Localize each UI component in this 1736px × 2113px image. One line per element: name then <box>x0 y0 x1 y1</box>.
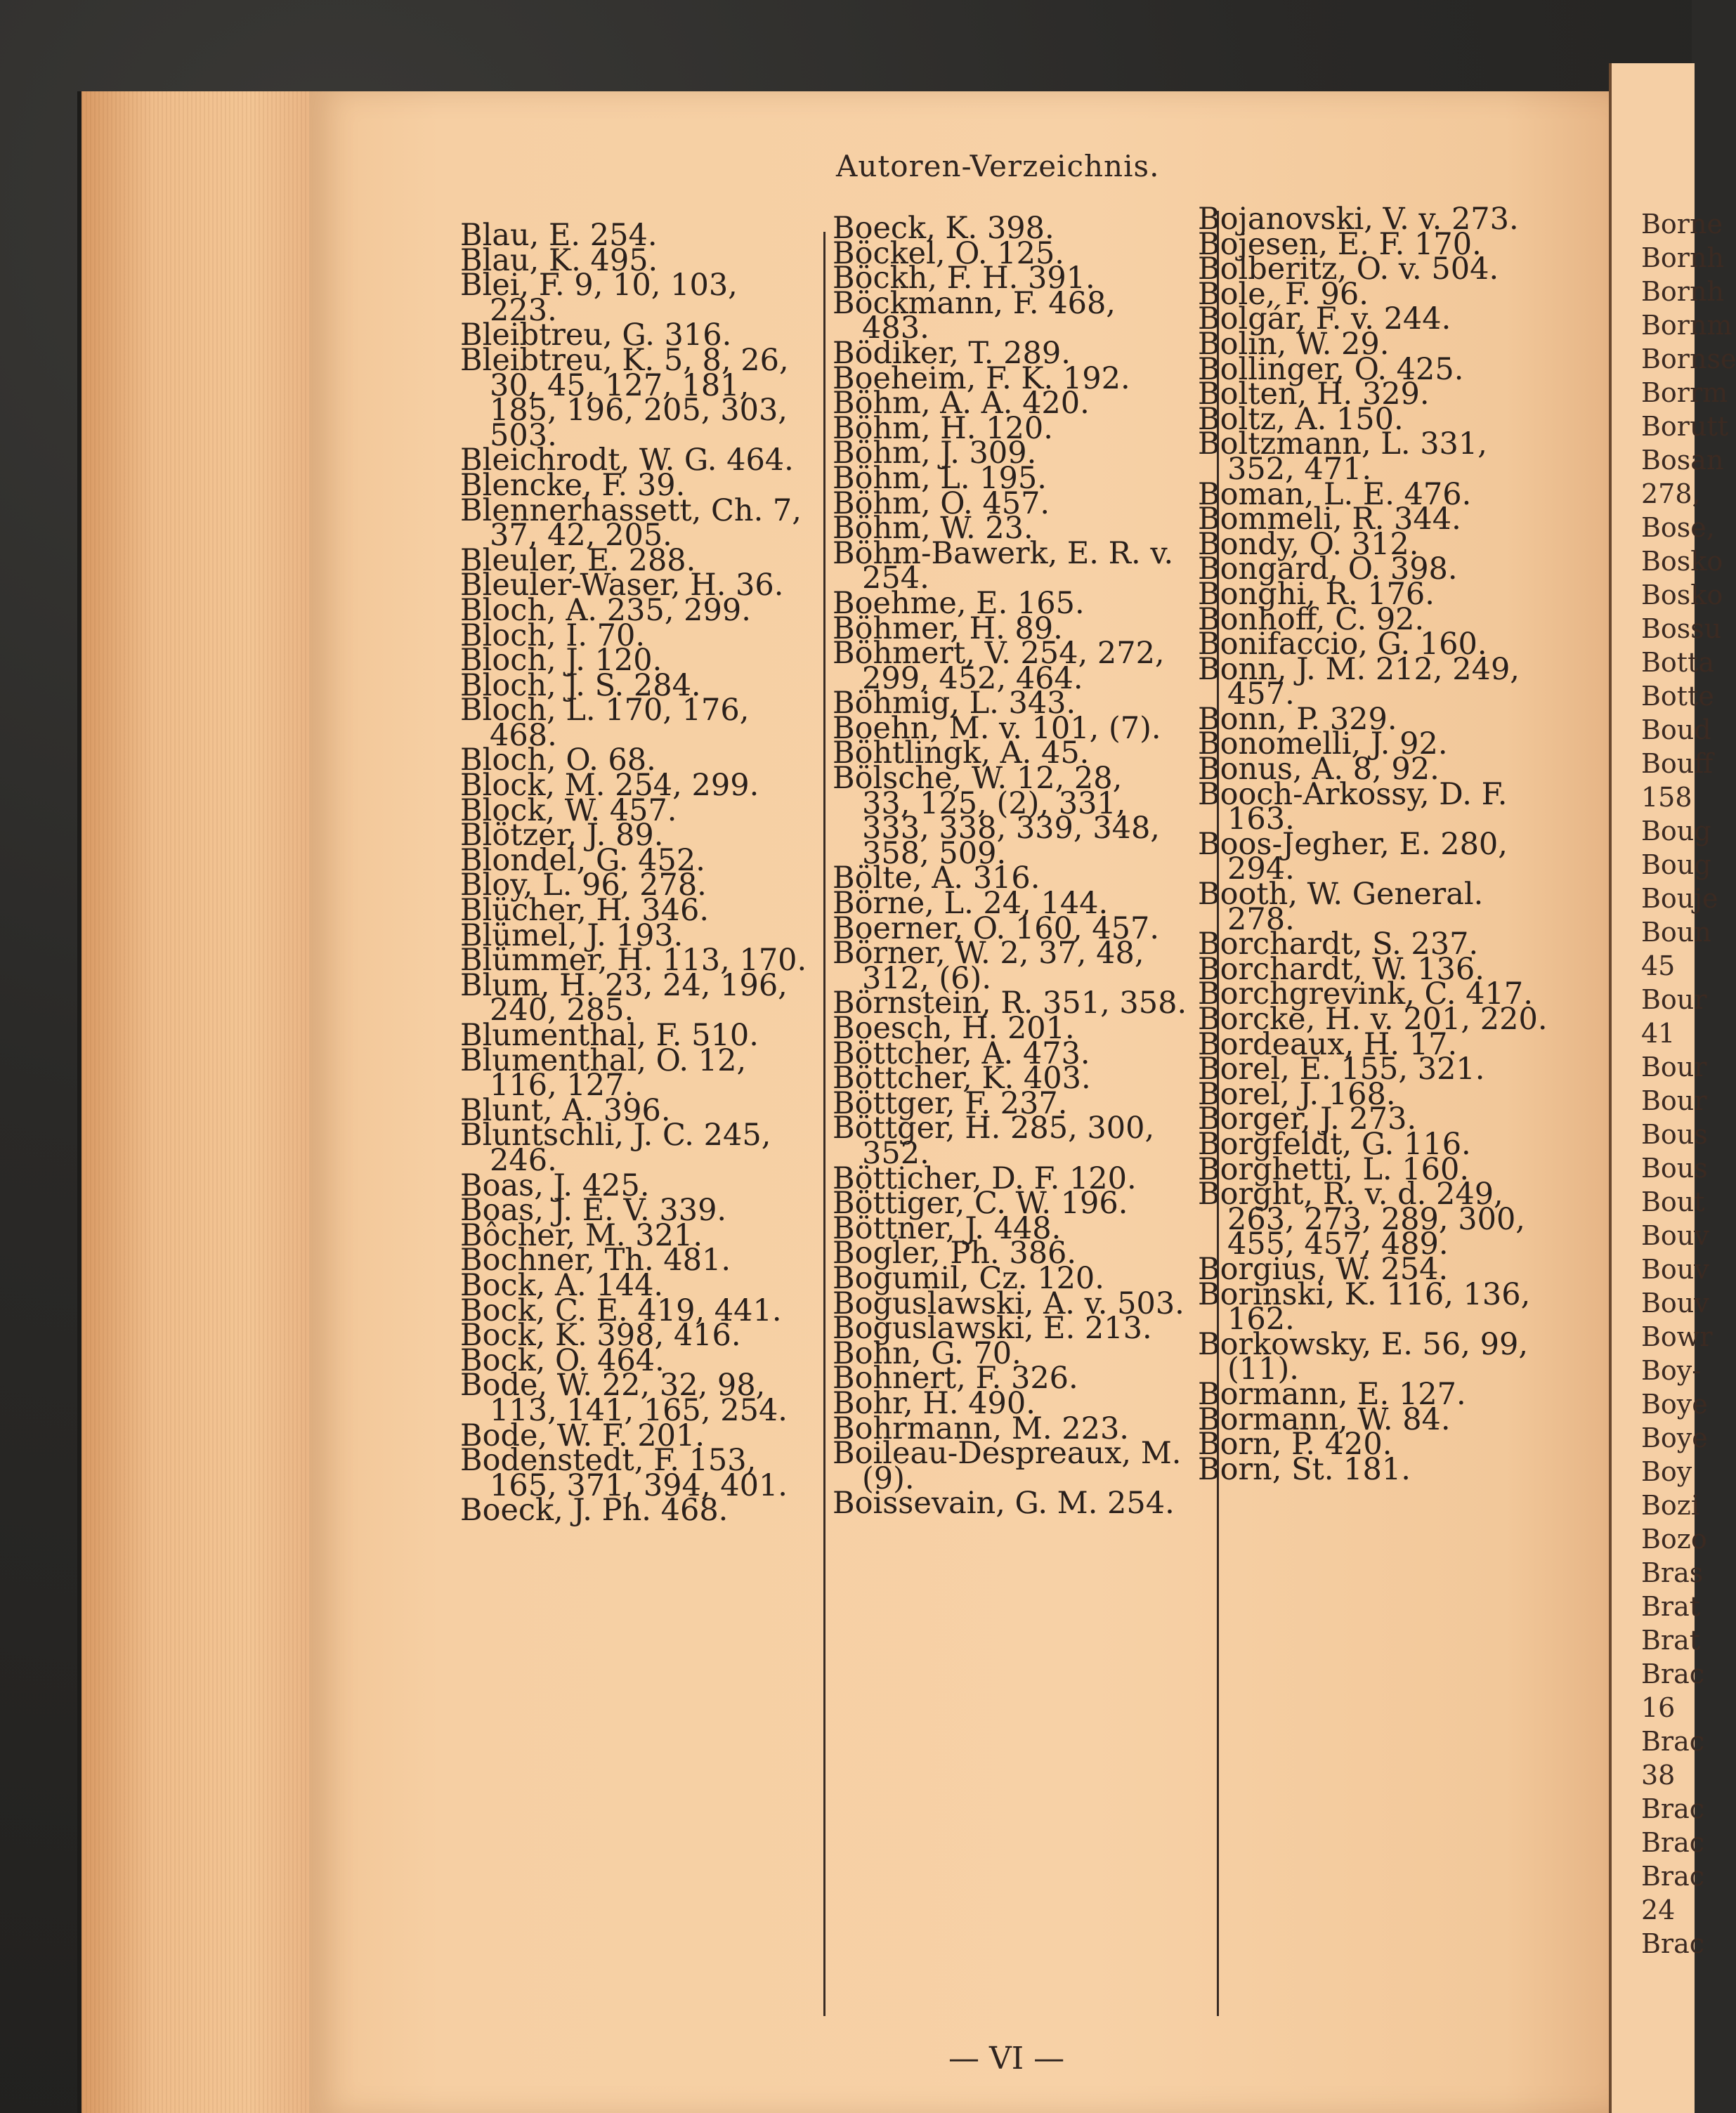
index-line: Bödiker, T. 289. <box>833 335 1071 371</box>
adjacent-page-fragment: 38 <box>1641 1760 1676 1791</box>
index-line: Bohn, G. 70. <box>833 1335 1022 1371</box>
index-line: Bonifaccio, G. 160. <box>1198 627 1487 662</box>
index-line: Bleuler-Waser, H. 36. <box>460 568 784 603</box>
index-line: Bôcher, M. 321. <box>460 1217 703 1253</box>
index-line: 240, 285. <box>490 993 634 1028</box>
adjacent-page-fragment: Bous <box>1641 1119 1708 1150</box>
index-line: Boerner, O. 160, 457. <box>833 910 1160 946</box>
index-line: Boeck, K. 398. <box>833 211 1055 246</box>
index-line: Boehn, M. v. 101, (7). <box>833 710 1161 746</box>
index-line: Böhm, H. 120. <box>833 410 1053 446</box>
index-line: Böttcher, A. 473. <box>833 1035 1090 1071</box>
index-line: Blümmer, H. 113, 170. <box>460 943 807 979</box>
index-line: Böttiger, C. W. 196. <box>833 1186 1128 1222</box>
index-line: Bonus, A. 8, 92. <box>1198 752 1440 787</box>
index-line: Blei, F. 9, 10, 103, <box>460 268 738 303</box>
adjacent-page-fragment: Bozi <box>1641 1490 1699 1521</box>
index-line: Blencke, F. 39. <box>460 467 686 503</box>
adjacent-page-fragment: Boud <box>1641 714 1711 745</box>
index-line: Borght, R. v. d. 249, <box>1198 1177 1503 1212</box>
index-line: 503. <box>490 417 557 453</box>
adjacent-page-fragment: Brac <box>1641 1793 1705 1824</box>
index-line: Bloch, O. 68. <box>460 743 656 778</box>
adjacent-page-fragment: Borutt <box>1641 411 1728 442</box>
index-line: Böhm, L. 195. <box>833 460 1047 496</box>
index-line: Boos-Jegher, E. 280, <box>1198 826 1508 862</box>
index-line: Bojesen, E. F. 170. <box>1198 226 1482 262</box>
adjacent-page-fragment: Bornm <box>1641 310 1732 341</box>
adjacent-page-fragment: Bornh <box>1641 242 1724 273</box>
index-line: Born, St. 181. <box>1198 1451 1411 1487</box>
index-line: Borinski, K. 116, 136, <box>1198 1276 1531 1312</box>
adjacent-page-fragment: Boye <box>1641 1422 1708 1453</box>
index-line: 113, 141, 165, 254. <box>490 1392 788 1428</box>
page-number: — VI — <box>948 2041 1065 2076</box>
adjacent-page-fragment: Boye <box>1641 1389 1708 1420</box>
index-line: Blötzer, J. 89. <box>460 818 664 853</box>
adjacent-page-edge <box>1609 63 1736 2113</box>
index-line: 254. <box>862 561 929 596</box>
index-line: Bohnert, F. 326. <box>833 1361 1078 1396</box>
index-line: 312, (6). <box>862 960 991 996</box>
index-line: Bloy, L. 96, 278. <box>460 868 707 903</box>
index-line: Bleuler, E. 288. <box>460 542 696 578</box>
index-line: Böhm, J. 309. <box>833 436 1037 471</box>
index-line: Borel, J. 168. <box>1198 1076 1396 1112</box>
index-line: 457. <box>1227 676 1295 712</box>
index-line: Boguslawski, A. v. 503. <box>833 1286 1184 1321</box>
adjacent-page-fragment: 158 <box>1641 782 1692 813</box>
adjacent-page-fragment: Brac <box>1641 1827 1705 1858</box>
index-line: Bode, W. 22, 32, 98, <box>460 1368 766 1404</box>
index-line: 33, 125, (2), 331, <box>862 785 1126 821</box>
index-line: Blennerhassett, Ch. 7, <box>460 492 802 528</box>
index-line: 116, 127. <box>490 1068 634 1104</box>
index-line: Bonomelli, J. 92. <box>1198 726 1448 762</box>
index-line: 165, 371, 394, 401. <box>490 1467 788 1503</box>
adjacent-page-fragment: 41 <box>1641 1018 1676 1049</box>
index-line: Bogumil, Cz. 120. <box>833 1260 1104 1296</box>
index-line: Bonn, P. 329. <box>1198 701 1397 737</box>
index-line: Bodenstedt, F. 153, <box>460 1443 757 1479</box>
adjacent-page-fragment: Bouff <box>1641 748 1714 779</box>
adjacent-page-fragment: Boun <box>1641 917 1711 948</box>
index-column-3 <box>1198 202 1591 1487</box>
index-line: (9). <box>862 1460 915 1496</box>
adjacent-page-fragment: Bour <box>1641 1085 1707 1116</box>
adjacent-page-fragment: Borrm <box>1641 377 1728 408</box>
index-line: Bollinger, O. 425. <box>1198 351 1464 387</box>
index-line: Blumenthal, F. 510. <box>460 1018 759 1053</box>
index-line: Bolgár, F. v. 244. <box>1198 301 1451 337</box>
index-line: Bock, K. 398, 416. <box>460 1318 741 1354</box>
index-line: Blumenthal, O. 12, <box>460 1042 747 1078</box>
index-line: Bolberitz, O. v. 504. <box>1198 251 1499 287</box>
adjacent-page-fragment: Bour <box>1641 1052 1707 1082</box>
index-line: Bormann, E. 127. <box>1198 1376 1466 1412</box>
index-column-2 <box>833 211 1212 1522</box>
index-line: 294. <box>1227 851 1295 887</box>
index-line: Blondel, G. 452. <box>460 842 705 878</box>
index-line: Borchardt, W. 136. <box>1198 951 1484 987</box>
index-line: Börne, L. 24, 144. <box>833 886 1109 922</box>
adjacent-page-fragment: Bosko <box>1641 546 1723 577</box>
adjacent-page-fragment: 16 <box>1641 1692 1676 1723</box>
index-line: Böhm, A. A. 420. <box>833 386 1090 421</box>
index-line: Boehme, E. 165. <box>833 585 1085 621</box>
index-line: Borgfeldt, G. 116. <box>1198 1126 1471 1162</box>
index-line: Bleichrodt, W. G. 464. <box>460 443 794 478</box>
index-line: Bohrmann, M. 223. <box>833 1411 1129 1446</box>
index-line: Blümel, J. 193. <box>460 917 684 953</box>
adjacent-page-fragment: Bouje <box>1641 883 1718 914</box>
index-line: Borchardt, S. 237. <box>1198 927 1479 962</box>
index-line: 246. <box>490 1142 557 1178</box>
index-line: Borgius, W. 254. <box>1198 1251 1449 1287</box>
index-line: Boesch, H. 201. <box>833 1011 1075 1046</box>
index-line: Bleibtreu, K. 5, 8, 26, <box>460 342 789 378</box>
index-line: 30, 45, 127, 181, <box>490 367 750 403</box>
index-line: Bogler, Ph. 386. <box>833 1236 1077 1271</box>
index-line: Block, W. 457. <box>460 792 677 828</box>
index-line: Bole, F. 96. <box>1198 276 1369 312</box>
adjacent-page-fragment: Bouv <box>1641 1288 1709 1319</box>
page-stack-edge <box>77 91 320 2113</box>
adjacent-page-fragment: Boy- <box>1641 1355 1702 1386</box>
index-line: Böckel, O. 125. <box>833 235 1064 271</box>
adjacent-page-fragment: 24 <box>1641 1895 1676 1925</box>
index-line: (11). <box>1227 1352 1299 1387</box>
index-line: Böhm, O. 457. <box>833 485 1050 521</box>
index-line: Böhmert, V. 254, 272, <box>833 636 1165 672</box>
adjacent-page-fragment: Bornh <box>1641 276 1724 307</box>
index-line: Bojanovski, V. v. 273. <box>1198 202 1519 237</box>
index-line: Boltz, A. 150. <box>1198 401 1404 437</box>
index-line: Bock, A. 144. <box>460 1267 664 1303</box>
index-line: Boman, L. E. 476. <box>1198 476 1472 512</box>
index-line: Börnstein, R. 351, 358. <box>833 986 1187 1021</box>
index-line: 468. <box>490 717 557 753</box>
index-line: Bohr, H. 490. <box>833 1385 1036 1421</box>
index-line: Blum, H. 23, 24, 196, <box>460 967 788 1003</box>
adjacent-page-fragment: Bosan <box>1641 445 1724 476</box>
index-line: Bonhoff, C. 92. <box>1198 601 1425 637</box>
index-line: 223. <box>490 292 557 328</box>
index-line: Bonghi, R. 176. <box>1198 576 1435 612</box>
index-line: Böckh, F. H. 391. <box>833 261 1095 296</box>
index-line: Borel, E. 155, 321. <box>1198 1052 1485 1087</box>
adjacent-page-fragment: Bouv <box>1641 1254 1709 1285</box>
index-line: Bölte, A. 316. <box>833 861 1040 896</box>
index-line: Booch-Arkossy, D. F. <box>1198 776 1508 812</box>
adjacent-page-fragment: Borne <box>1641 209 1723 240</box>
index-line: Boeck, J. Ph. 468. <box>460 1493 729 1529</box>
index-line: Blau, E. 254. <box>460 218 658 253</box>
index-line: Blau, K. 495. <box>460 242 658 278</box>
index-line: Bode, W. F. 201. <box>460 1418 705 1453</box>
page-header: Autoren-Verzeichnis. <box>836 149 1160 183</box>
adjacent-page-fragment: Brac <box>1641 1659 1705 1689</box>
index-line: Bluntschli, J. C. 245, <box>460 1118 771 1153</box>
index-line: Böttger, F. 237. <box>833 1085 1068 1121</box>
index-line: 263, 273, 289, 300, <box>1227 1201 1525 1237</box>
index-line: Bolin, W. 29. <box>1198 326 1390 362</box>
index-line: Bonn, J. M. 212, 249, <box>1198 651 1520 687</box>
index-column-1 <box>460 218 825 1529</box>
index-line: 358, 509. <box>862 835 1007 871</box>
index-line: Bondy, O. 312. <box>1198 526 1419 562</box>
adjacent-page-fragment: Bouv <box>1641 1220 1709 1251</box>
index-line: 299, 452, 464. <box>862 660 1083 696</box>
index-line: Böttner, J. 448. <box>833 1210 1062 1246</box>
adjacent-page-fragment: Boug <box>1641 816 1711 846</box>
index-line: Borghetti, L. 160. <box>1198 1151 1469 1187</box>
adjacent-page-fragment: Bozo <box>1641 1524 1707 1555</box>
index-line: Bochner, Th. 481. <box>460 1243 731 1278</box>
index-line: Böhmer, H. 89. <box>833 610 1063 646</box>
index-line: Borger, J. 273. <box>1198 1101 1417 1137</box>
index-line: Bock, O. 464. <box>460 1342 665 1378</box>
adjacent-page-fragment: Brac <box>1641 1726 1705 1757</box>
adjacent-page-fragment: Bossu <box>1641 613 1722 644</box>
adjacent-page-fragment: Boy <box>1641 1456 1692 1487</box>
index-line: Boltzmann, L. 331, <box>1198 426 1487 462</box>
index-line: Bordeaux, H. 17. <box>1198 1026 1458 1062</box>
index-line: Boas, J. E. V. 339. <box>460 1193 727 1229</box>
index-line: Börner, W. 2, 37, 48, <box>833 936 1144 972</box>
adjacent-page-fragment: Botte <box>1641 681 1714 712</box>
adjacent-page-fragment: Brat <box>1641 1591 1701 1622</box>
index-line: 333, 338, 339, 348, <box>862 811 1160 846</box>
adjacent-page-fragment: Bowr <box>1641 1321 1713 1352</box>
index-line: 352, 471. <box>1227 451 1372 487</box>
index-line: Bloch, J. 120. <box>460 643 663 679</box>
index-line: Böhmig, L. 343. <box>833 686 1076 721</box>
adjacent-page-fragment: Bous <box>1641 1153 1708 1184</box>
adjacent-page-fragment: 278, <box>1641 478 1701 509</box>
index-line: 162. <box>1227 1302 1295 1337</box>
adjacent-page-fragment: 45 <box>1641 950 1676 981</box>
index-line: Boas, J. 425. <box>460 1167 650 1203</box>
index-line: 455, 457, 489. <box>1227 1226 1449 1262</box>
column-rule-1 <box>823 232 825 2016</box>
index-line: Bloch, J. S. 284. <box>460 667 701 703</box>
index-line: Borchgrevink, C. 417. <box>1198 976 1533 1012</box>
index-line: Borcke, H. v. 201, 220. <box>1198 1002 1548 1037</box>
adjacent-page-fragment: Brac <box>1641 1928 1705 1959</box>
index-line: 163. <box>1227 802 1295 837</box>
adjacent-page-fragment: Boug <box>1641 849 1711 880</box>
index-line: Böttger, H. 285, 300, <box>833 1111 1155 1146</box>
adjacent-page-fragment: Bose, <box>1641 512 1715 543</box>
index-line: Böhtlingk, A. 45. <box>833 735 1090 771</box>
index-line: 37, 42, 205. <box>490 518 672 554</box>
index-line: Böckmann, F. 468, <box>833 285 1116 321</box>
index-line: Böhm, W. 23. <box>833 511 1033 547</box>
index-line: Blücher, H. 346. <box>460 893 710 929</box>
index-line: Bleibtreu, G. 316. <box>460 318 732 353</box>
index-line: 352. <box>862 1135 929 1171</box>
index-line: Boeheim, F. K. 192. <box>833 360 1130 396</box>
index-line: Blunt, A. 396. <box>460 1092 671 1128</box>
index-line: Bötticher, D. F. 120. <box>833 1160 1137 1196</box>
adjacent-page-fragment: Bosko <box>1641 580 1723 610</box>
adjacent-page-fragment: Bout <box>1641 1186 1705 1217</box>
adjacent-page-fragment: Bour <box>1641 984 1707 1015</box>
index-line: Born, P. 420. <box>1198 1427 1392 1463</box>
adjacent-page-fragment: Bornse <box>1641 344 1736 374</box>
index-line: Bormann, W. 84. <box>1198 1401 1451 1437</box>
index-line: Booth, W. General. <box>1198 877 1484 912</box>
index-line: 185, 196, 205, 303, <box>490 393 788 429</box>
index-line: Boguslawski, E. 213. <box>833 1311 1152 1347</box>
index-line: 483. <box>862 310 929 346</box>
index-line: Bölsche, W. 12, 28, <box>833 761 1123 797</box>
index-line: Boileau-Despreaux, M. <box>833 1436 1182 1472</box>
index-line: Bock, C. E. 419, 441. <box>460 1293 782 1328</box>
index-line: Boissevain, G. M. 254. <box>833 1486 1175 1522</box>
index-line: Bloch, I. 70. <box>460 617 646 653</box>
index-line: Bongard, O. 398. <box>1198 551 1458 587</box>
index-line: Böhm-Bawerk, E. R. v. <box>833 535 1174 571</box>
adjacent-page-fragment: Botta <box>1641 647 1714 678</box>
adjacent-page-fragment: Bras <box>1641 1557 1704 1588</box>
index-line: 278. <box>1227 901 1295 937</box>
index-line: Bommeli, R. 344. <box>1198 502 1461 537</box>
index-line: Borkowsky, E. 56, 99, <box>1198 1326 1528 1362</box>
index-line: Bloch, A. 235, 299. <box>460 592 751 628</box>
index-line: Bolten, H. 329. <box>1198 377 1430 412</box>
adjacent-page-fragment: Brat <box>1641 1625 1701 1656</box>
adjacent-page-fragment: Brac <box>1641 1861 1705 1892</box>
index-line: Böttcher, K. 403. <box>833 1061 1091 1097</box>
index-line: Block, M. 254, 299. <box>460 768 759 804</box>
index-line: Bloch, L. 170, 176, <box>460 693 750 728</box>
